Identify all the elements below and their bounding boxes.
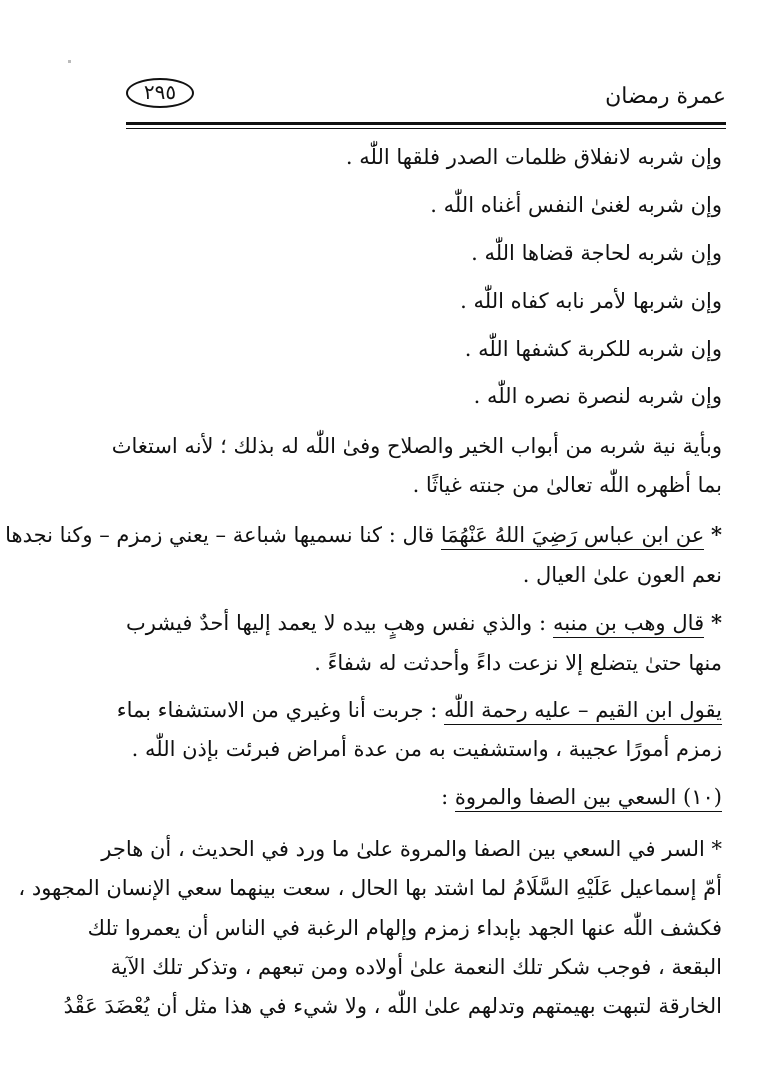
underlined-attribution: قال وهب بن منبه (553, 611, 704, 638)
page-number: ٢٩٥ (126, 78, 194, 108)
paragraph-line: * السر في السعي بين الصفا والمروة علىٰ ما ورد في الحديث ، أن هاجر (101, 837, 722, 861)
paragraph-line: نعم العون علىٰ العيال . (522, 563, 722, 587)
paragraph-line: زمزم أمورًا عجيبة ، واستشفيت به من عدة أمراض فبرئت بإذن اللّٰه . (131, 737, 722, 761)
bullet-star: * (711, 522, 722, 547)
text-line: وإن شربها لأمر نابه كفاه اللّٰه . (460, 289, 722, 313)
paragraph-line: الخارقة لتبهت بهيمتهم وتدلهم علىٰ اللّٰه ، ولا شيء في هذا مثل أن يُعْضَدَ عَقْدُ (63, 994, 722, 1018)
header-rule-thick (126, 122, 726, 125)
paragraph-text: قال : كنا نسميها شباعة – يعني زمزم – وكنا نجدها (5, 523, 435, 547)
paragraph-line: أمّ إسماعيل عَلَيْهِ السَّلَامُ لما اشتد بها الحال ، سعت بينهما سعي الإنسان المجهود ، (18, 876, 722, 900)
paragraph-line: وبأية نية شربه من أبواب الخير والصلاح وفىٰ اللّٰه له بذلك ؛ لأنه استغاث (111, 434, 722, 458)
paragraph-line: فكشف اللّٰه عنها الجهد بإبداء زمزم وإلهام الرغبة في الناس أن يعمروا تلك (87, 916, 722, 940)
text-line: وإن شربه لانفلاق ظلمات الصدر فلقها اللّٰه . (345, 145, 722, 169)
section-heading (441, 782, 722, 812)
underlined-attribution: يقول ابن القيم – عليه رحمة اللّٰه (444, 698, 722, 725)
paragraph-line: بما أظهره اللّٰه تعالىٰ من جنته غياثًا . (412, 473, 722, 497)
page-header (126, 74, 726, 120)
underlined-attribution: عن ابن عباس رَضِيَ اللهُ عَنْهُمَا (441, 523, 704, 550)
paragraph-text: : والذي نفس وهبٍ بيده لا يعمد إليها أحدٌ فيشرب (126, 611, 547, 635)
bullet-star: * (711, 610, 722, 635)
paragraph-line (5, 520, 722, 550)
scan-speck (68, 60, 71, 63)
text-line: وإن شربه لنصرة نصره اللّٰه . (473, 384, 722, 408)
paragraph-line (116, 695, 722, 725)
text-line: وإن شربه للكربة كشفها اللّٰه . (464, 337, 722, 361)
section-heading-colon: : (441, 785, 449, 809)
header-rule-thin (126, 128, 726, 129)
running-title: عمرة رمضان (605, 84, 726, 109)
paragraph-text: : جربت أنا وغيري من الاستشفاء بماء (116, 698, 438, 722)
paragraph-line: البقعة ، فوجب شكر تلك النعمة علىٰ أولاده ومن تبعهم ، وتذكر تلك الآية (110, 955, 722, 979)
paragraph-line (126, 608, 722, 638)
section-heading-text: (١٠) السعي بين الصفا والمروة (455, 785, 722, 812)
text-line: وإن شربه لحاجة قضاها اللّٰه . (471, 241, 722, 265)
paragraph-line: منها حتىٰ يتضلع إلا نزعت داءً وأحدثت له شفاءً . (314, 651, 722, 675)
text-line: وإن شربه لغنىٰ النفس أغناه اللّٰه . (430, 193, 722, 217)
